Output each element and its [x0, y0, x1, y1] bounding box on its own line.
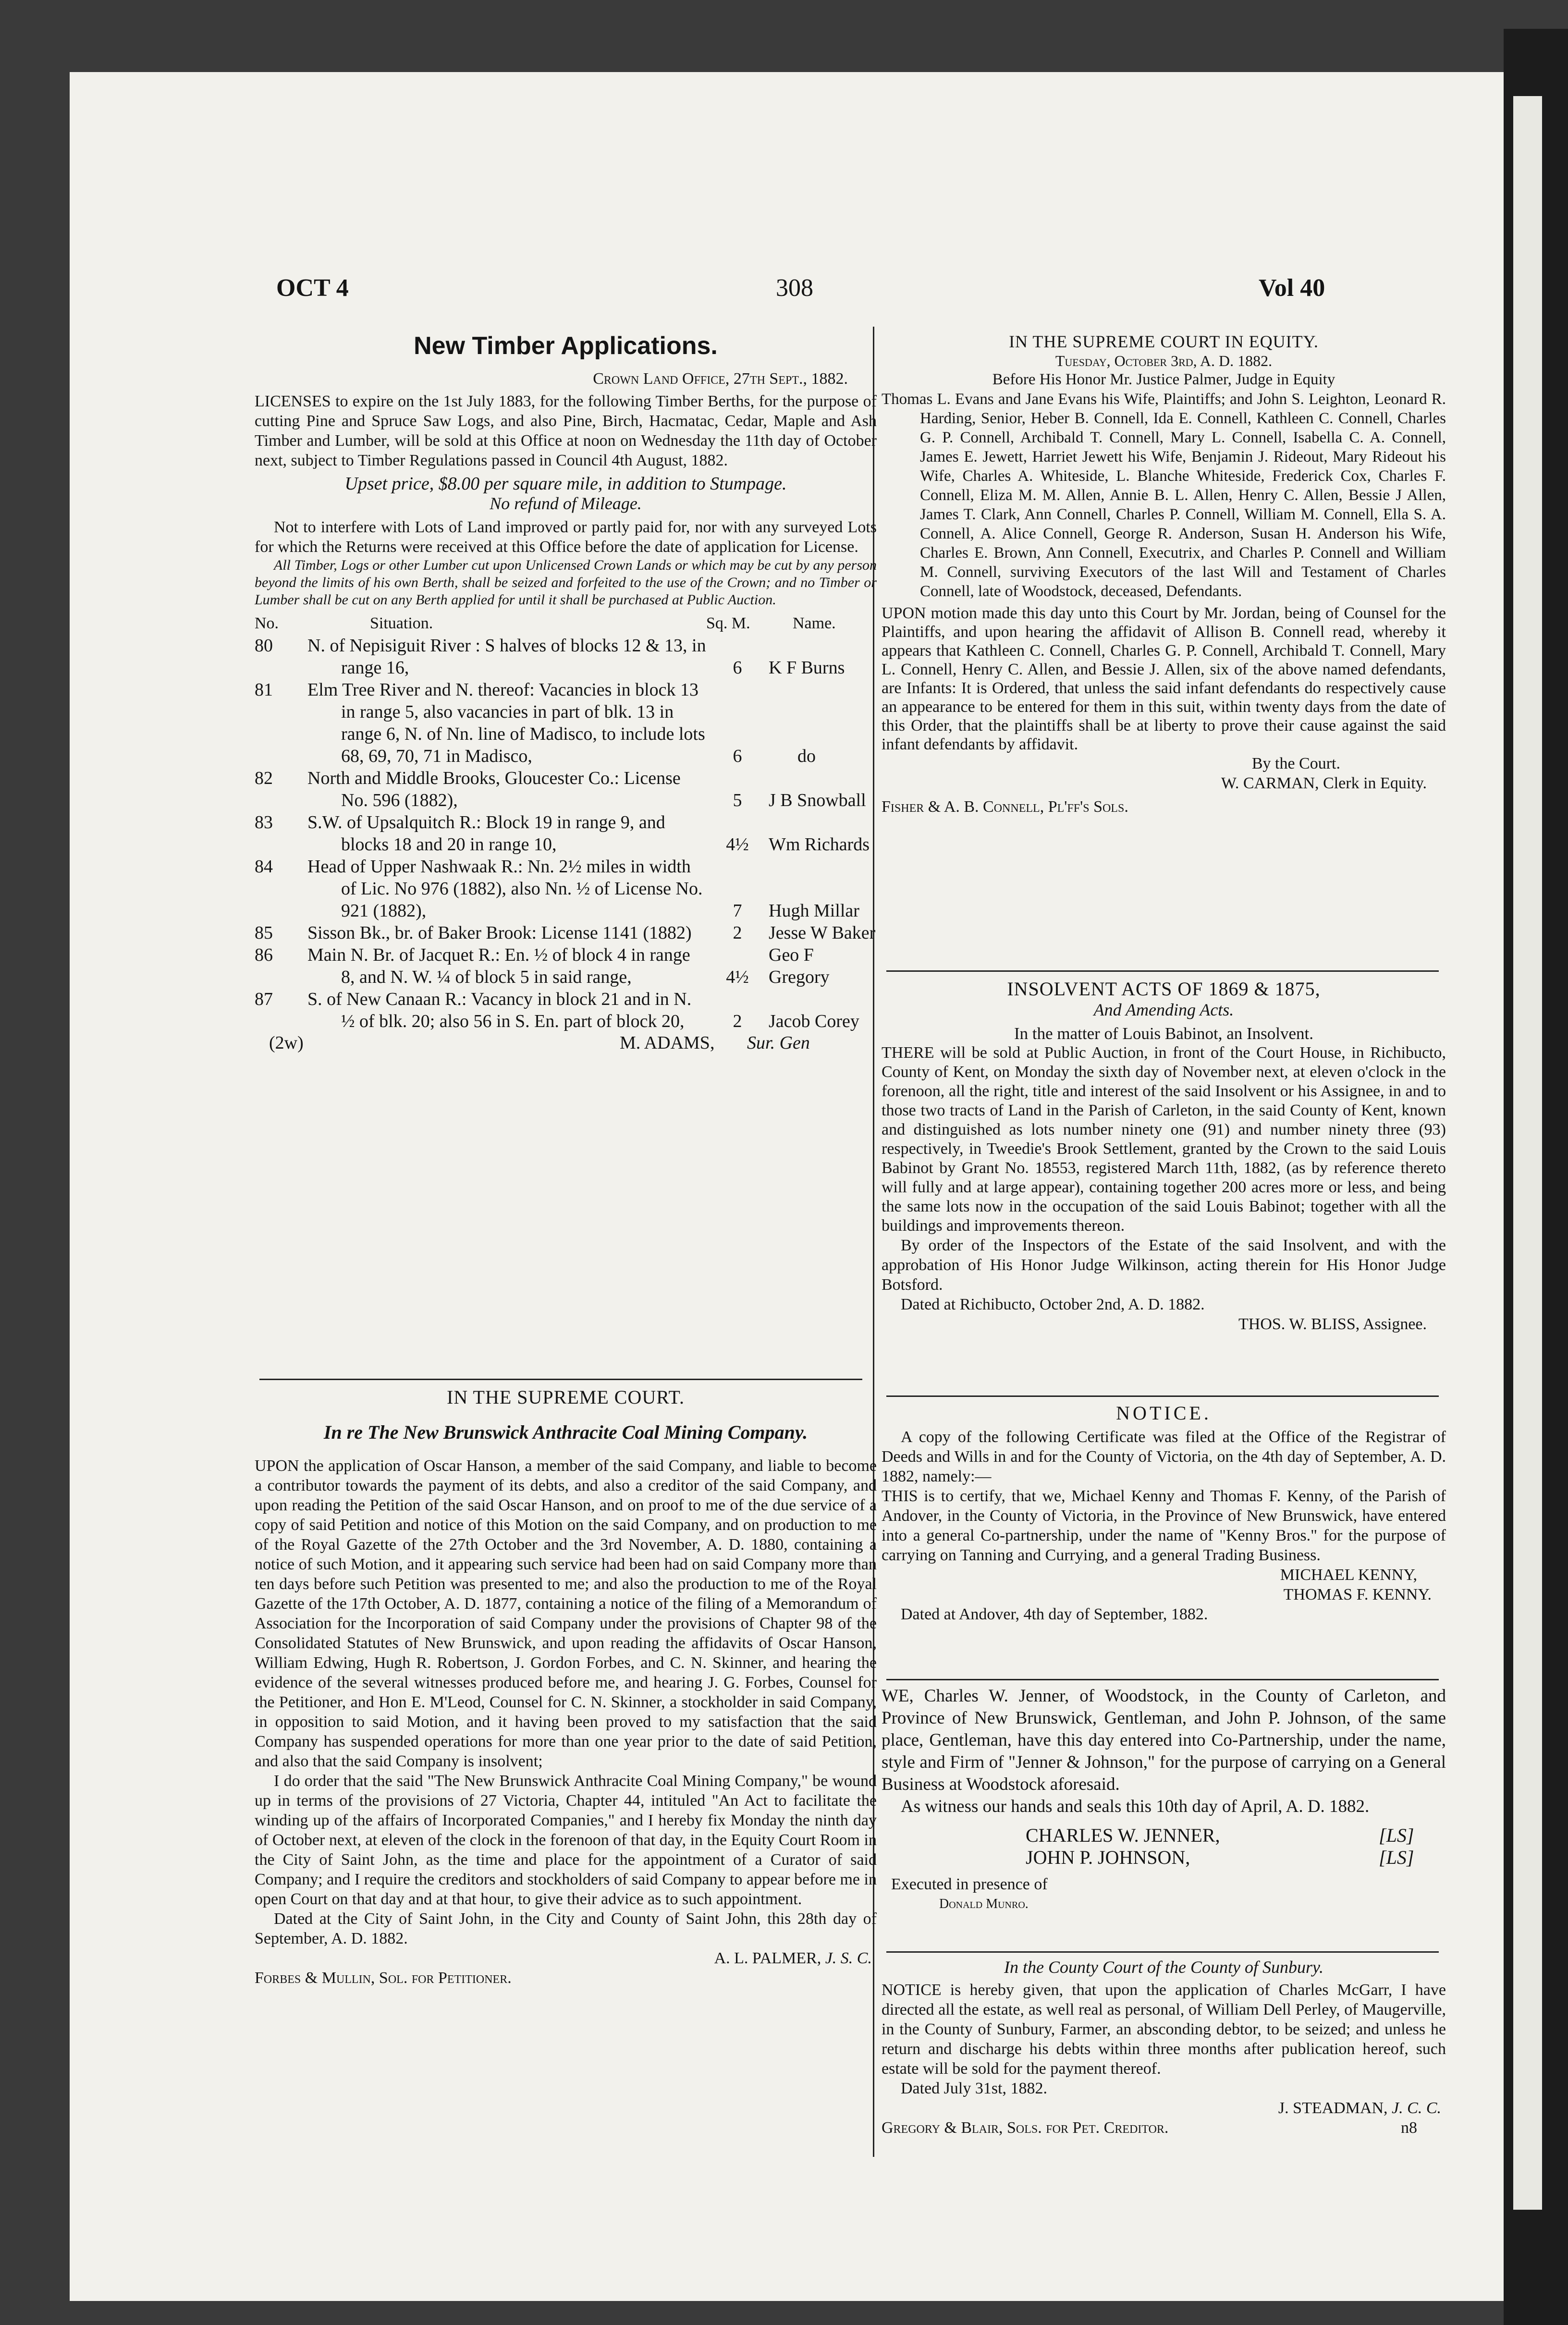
county-court-judge-line: [882, 2098, 1446, 2118]
timber-berths-table: [255, 612, 877, 1032]
notice-dated: Dated at Andover, 4th day of September, 1882.: [901, 1605, 1208, 1623]
insolvent-title: INSOLVENT ACTS OF 1869 & 1875,: [1007, 978, 1321, 1000]
partnership-signatures: [882, 1824, 1446, 1872]
insertion-code: (2w): [269, 1033, 304, 1053]
berth-applicant: K F Burns: [769, 658, 845, 678]
partnership-body: WE, Charles W. Jenner, of Woodstock, in the County of Carleton, and Province of New Brunswick, Gentleman, and John P. Johnson, of the same place, Gentleman, have this day entered into Co-Partnership, under the name, style and Firm of "Jenner & Johnson," for the purpose of carrying on a General Business at Woodstock aforesaid.: [882, 1686, 1446, 1794]
partnership-witness: As witness our hands and seals this 10th day of April, A. D. 1882.: [901, 1797, 1370, 1816]
county-court-dated: Dated July 31st, 1882.: [901, 2080, 1048, 2097]
partnership-signature-2: JOHN P. JOHNSON,: [1026, 1847, 1190, 1868]
notice-signature-2: THOMAS F. KENNY.: [1283, 1586, 1432, 1603]
notice-title: NOTICE.: [1116, 1402, 1212, 1424]
insolvent-order: By order of the Inspectors of the Estate of the said Insolvent, and with the approbation of His Honor Judge Wilkinson, acting therein for His Honor Judge Botsford.: [882, 1236, 1446, 1294]
table-header-row: [255, 612, 877, 635]
equity-before: Before His Honor Mr. Justice Palmer, Judge in Equity: [992, 371, 1335, 388]
berth-number: 84: [255, 857, 273, 877]
insolvent-notice: [882, 978, 1446, 1334]
berth-sq-miles: 6: [733, 658, 742, 678]
column-header: Name.: [793, 614, 836, 632]
berth-situation: Main N. Br. of Jacquet R.: En. ½ of block 4 in range 8, and N. W. ¼ of block 5 in said range,: [307, 945, 690, 987]
insolvent-matter: In the matter of Louis Babinot, an Insolvent.: [1014, 1024, 1314, 1043]
insolvent-subtitle: And Amending Acts.: [1093, 1000, 1234, 1019]
notice-intro: A copy of the following Certificate was filed at the Office of the Registrar of Deeds and Wills in and for the County of Victoria, on the 4th day of September, A. D. 1882, namely:—: [882, 1428, 1446, 1485]
equity-date: Tuesday, October 3rd, A. D. 1882.: [1055, 352, 1273, 369]
adjacent-page-strip: [1513, 96, 1542, 2210]
berth-applicant: Geo F Gregory: [769, 945, 830, 987]
seal-mark: [LS]: [1379, 1824, 1414, 1846]
notice-body: THIS is to certify, that we, Michael Kenny and Thomas F. Kenny, of the Parish of Andover, in the County of Victoria, in the Province of New Brunswick, have entered into a general Co-partnership, under the name of "Kenny Bros." for the purpose of carrying on Tanning and Currying, and a general Trading Business.: [882, 1487, 1446, 1564]
berth-applicant: J B Snowball: [769, 790, 866, 810]
partnership-executed: Executed in presence of: [891, 1875, 1048, 1893]
county-judge-title: J. C. C.: [1392, 2099, 1441, 2117]
section-rule: [886, 1395, 1439, 1397]
county-court-solicitors: Gregory & Blair, Sols. for Pet. Creditor.: [882, 2119, 1169, 2137]
kenny-notice: [882, 1402, 1446, 1624]
table-row: [255, 856, 877, 922]
section-rule: [886, 1951, 1439, 1953]
timber-intro: LICENSES to expire on the 1st July 1883, for the following Timber Berths, for the purpose of cutting Pine and Spruce Saw Logs, and also Pine, Birch, Hacmatac, Cedar, Maple and Ash Timber and Lumber, will be sold at this Office at noon on Wednesday the 11th day of October next, subject to Timber Regulations passed in Council 4th August, 1882.: [255, 392, 877, 469]
judge-title: J. S. C.: [825, 1949, 872, 1967]
timber-mileage: No refund of Mileage.: [490, 494, 642, 513]
column-header: Sq. M.: [706, 614, 750, 632]
supreme-court-notice: [255, 1386, 877, 1988]
equity-clerk: W. CARMAN, Clerk in Equity.: [1221, 774, 1427, 792]
berth-situation: S.W. of Upsalquitch R.: Block 19 in range 9, and blocks 18 and 20 in range 10,: [307, 812, 665, 855]
berth-sq-miles: 6: [733, 746, 742, 766]
table-row: [255, 811, 877, 856]
county-court-notice: [882, 1958, 1446, 2138]
county-court-body: NOTICE is hereby given, that upon the application of Charles McGarr, I have directed all the estate, as well real as personal, of William Dell Perley, of Maugerville, in the County of Sunbury, Farmer, an absconding debtor, to be seized; and unless he return and discharge his debts within three months after publication hereof, such estate will be sold for the payment thereof.: [882, 1981, 1446, 2078]
berth-applicant: Jacob Corey: [769, 1011, 859, 1031]
berth-situation: N. of Nepisiguit River : S halves of blocks 12 & 13, in range 16,: [307, 636, 706, 678]
judge-name: A. L. PALMER,: [714, 1949, 821, 1967]
timber-signature-line: [255, 1032, 877, 1054]
berth-applicant: Wm Richards: [769, 834, 870, 855]
berth-sq-miles: 2: [733, 923, 742, 943]
issue-date: OCT 4: [276, 274, 349, 302]
timber-warning: All Timber, Logs or other Lumber cut upon Unlicensed Crown Lands or which may be cut by any person beyond the limits of his own Berth, shall be seized and forfeited to the use of the Crown; and no Timber or Lumber shall be cut on any Berth applied for until it shall be purchased at Public Auction.: [255, 557, 877, 608]
timber-applications: [255, 331, 877, 1054]
supreme-court-judge-line: [255, 1948, 877, 1968]
timber-title: New Timber Applications.: [414, 332, 718, 360]
berth-situation: S. of New Canaan R.: Vacancy in block 21 and in N. ½ of blk. 20; also 56 in S. En. part of block 20,: [307, 989, 692, 1031]
insolvent-assignee: THOS. W. BLISS, Assignee.: [1238, 1315, 1427, 1333]
berth-applicant: Hugh Millar: [769, 901, 859, 921]
equity-solicitors: Fisher & A. B. Connell, Pl'ff's Sols.: [882, 798, 1128, 816]
supreme-court-para2: I do order that the said "The New Brunswick Anthracite Coal Mining Company," be wound up in terms of the provisions of 27 Victoria, Chapter 44, intituled "An Act to facilitate the winding up of the affairs of Incorporated Companies," and I hereby fix Monday the ninth day of October next, at eleven of the clock in the forenoon of that day, in the Equity Court Room in the City of Saint John, as the time and place for the appointment of a Curator of said Company; and I require the creditors and stockholders of said Company to appear before me in open Court on that day and at that hour, to give their advice as to such appointment.: [255, 1772, 877, 1908]
supreme-court-dated: Dated at the City of Saint John, in the City and County of Saint John, this 28th day of September, A. D. 1882.: [255, 1910, 877, 1947]
table-row: [255, 988, 877, 1032]
equity-order: UPON motion made this day unto this Court by Mr. Jordan, being of Counsel for the Plaintiffs, and upon hearing the affidavit of Allison B. Connell read, whereby it appears that Kathleen C. Connell, Charles G. P. Connell, Archibald T. Connell, Mary L. Connell, Henry C. Allen, and Bessie J. Allen, six of the above named defendants, are Infants: It is Ordered, that unless the said infant defendants do respectively cause an appearance to be entered for them in this suit, within twenty days from the date of this Order, that the plaintiffs shall be at liberty to prove their cause against the said infant defendants by affidavit.: [882, 604, 1446, 753]
berth-situation: Sisson Bk., br. of Baker Brook: License 1141 (1882): [307, 923, 692, 943]
surveyor-title: Sur. Gen: [747, 1033, 810, 1053]
timber-lots-note: Not to interfere with Lots of Land improved or partly paid for, nor with any surveyed Lots for which the Returns were received at this Office before the date of application for License.: [255, 518, 877, 556]
page-number: 308: [776, 274, 813, 302]
berth-sq-miles: 2: [733, 1011, 742, 1031]
table-row: [255, 922, 877, 944]
table-row: [255, 944, 877, 988]
berth-situation: North and Middle Brooks, Gloucester Co.: License No. 596 (1882),: [307, 768, 681, 810]
column-header: No.: [255, 614, 279, 632]
insolvent-body: THERE will be sold at Public Auction, in front of the Court House, in Richibucto, County of Kent, on Monday the sixth day of November next, at eleven o'clock in the forenoon, all the right, title and interest of the said Insolvent or his Assignee, in and to those two tracts of Land in the Parish of Carleton, in the said County of Kent, known and distinguished as lots number ninety one (91) and number ninety three (93) respectively, in Tweedie's Brook Settlement, granted by the Crown to the said Louis Babinot by Grant No. 18553, registered March 11th, 1882, (as by reference thereto will fully and at large appear), containing together 200 acres more or less, and being the same lots now in the occupation of the said Louis Babinot; together with all the buildings and improvements thereon.: [882, 1044, 1446, 1235]
timber-dateline: Crown Land Office, 27th Sept., 1882.: [593, 370, 848, 388]
partnership-witness-name: Donald Munro.: [939, 1897, 1029, 1911]
equity-parties: Thomas L. Evans and Jane Evans his Wife, Plaintiffs; and John S. Leighton, Leonard R. Harding, Senior, Heber B. Connell, Ida E. Connell, Kathleen C. Connell, Charles G. P. Connell, Archibald T. Connell, Mary L. Connell, Isabella C. A. Connell, James E. Jewett, Harriet Jewett his Wife, Benjamin J. Rideout, Mary Rideout his Wife, Charles A. Whiteside, L. Blanche Whiteside, Frederick Cox, Charles F. Connell, Eliza M. M. Allen, Annie B. L. Allen, Henry C. Allen, Bessie J Allen, James T. Clark, Ann Connell, Charles P. Connell, William M. Connell, Ella S. A. Connell, A. Alice Connell, George R. Anderson, Susan H. Anderson his Wife, Charles E. Brown, Ann Connell, Executrix, and Charles P. Connell and William M. Connell, surviving Executors of the last Will and Testament of Charles Connell, late of Woodstock, deceased, Defendants.: [882, 391, 1446, 600]
berth-number: 82: [255, 768, 273, 788]
berth-number: 85: [255, 923, 273, 943]
partnership-signature-1: CHARLES W. JENNER,: [1026, 1824, 1220, 1846]
supreme-court-para1: UPON the application of Oscar Hanson, a member of the said Company, and liable to become a contributor towards the payment of its debts, and also a creditor of the said Company, and upon reading the Petition of the said Oscar Hanson, and on proof to me of the due service of a copy of said Petition and notice of this Motion on the said Company, and on production to me of the Royal Gazette of the 27th October and the 3rd November, A. D. 1880, containing a notice of such Motion, and it appearing such service had been had on said Company more than ten days before such Petition was presented to me; and also the production to me of the Royal Gazette of the 17th October, A. D. 1877, containing a notice of the filing of a Memorandum of Association for the Incorporation of said Company under the provisions of Chapter 98 of the Consolidated Statutes of New Brunswick, and upon reading the affidavits of Oscar Hanson, William Edwing, Hugh R. Robertson, J. Gordon Forbes, and C. N. Skinner, and hearing the evidence of the several witnesses produced before me, and hearing J. G. Forbes, Counsel for the Petitioner, and Hon E. M'Leod, Counsel for C. N. Skinner, a stockholder in said Company, in opposition to said Motion, and it having been proved to my satisfaction that the said Company has suspended operations for more than one year prior to the date of said Petition, and also that the said Company is insolvent;: [255, 1457, 877, 1770]
gazette-page: [70, 72, 1504, 2301]
berth-sq-miles: 7: [733, 901, 742, 921]
county-judge-name: J. STEADMAN,: [1278, 2099, 1388, 2117]
supreme-court-solicitor: Forbes & Mullin, Sol. for Petitioner.: [255, 1969, 512, 1987]
supreme-court-subtitle: In re The New Brunswick Anthracite Coal Mining Company.: [323, 1421, 808, 1443]
insolvent-dated: Dated at Richibucto, October 2nd, A. D. 1882.: [901, 1296, 1205, 1313]
berth-applicant: Jesse W Baker: [769, 923, 876, 943]
berth-number: 80: [255, 636, 273, 656]
county-court-solicitors-line: [882, 2118, 1446, 2138]
section-rule: [886, 970, 1439, 972]
seal-mark: [LS]: [1379, 1847, 1414, 1868]
timber-upset-price: Upset price, $8.00 per square mile, in addition to Stumpage.: [344, 474, 787, 494]
table-row: [255, 635, 877, 679]
supreme-court-title: IN THE SUPREME COURT.: [447, 1386, 685, 1408]
berth-number: 86: [255, 945, 273, 965]
volume-label: Vol 40: [1259, 274, 1325, 302]
notice-signature-1: MICHAEL KENNY,: [1280, 1566, 1417, 1584]
jenner-johnson-notice: [882, 1685, 1446, 1914]
surveyor-name: M. ADAMS,: [620, 1033, 715, 1053]
equity-by-court: By the Court.: [1251, 755, 1340, 772]
berth-number: 83: [255, 812, 273, 832]
berth-situation: Elm Tree River and N. thereof: Vacancies in block 13 in range 5, also vacancies in part of blk. 13 in range 6, N. of Nn. line of Madisco, to include lots 68, 69, 70, 71 in Madisco,: [307, 680, 705, 766]
berth-number: 87: [255, 989, 273, 1009]
berth-sq-miles: 4½: [726, 834, 749, 855]
section-rule: [886, 1679, 1439, 1680]
section-rule: [259, 1379, 862, 1380]
table-row: [255, 767, 877, 811]
table-row: [255, 679, 877, 767]
berth-number: 81: [255, 680, 273, 700]
equity-title: IN THE SUPREME COURT IN EQUITY.: [1009, 332, 1319, 351]
berth-situation: Head of Upper Nashwaak R.: Nn. 2½ miles in width of Lic. No 976 (1882), also Nn. ½ of License No. 921 (1882),: [307, 857, 703, 921]
county-court-title: In the County Court of the County of Sunbury.: [1004, 1958, 1323, 1977]
insertion-code: n8: [1401, 2119, 1417, 2137]
berth-sq-miles: 4½: [726, 967, 749, 987]
equity-notice: [882, 331, 1446, 817]
berth-sq-miles: 5: [733, 790, 742, 810]
berth-applicant: do: [797, 746, 816, 766]
column-header: Situation.: [370, 614, 433, 632]
